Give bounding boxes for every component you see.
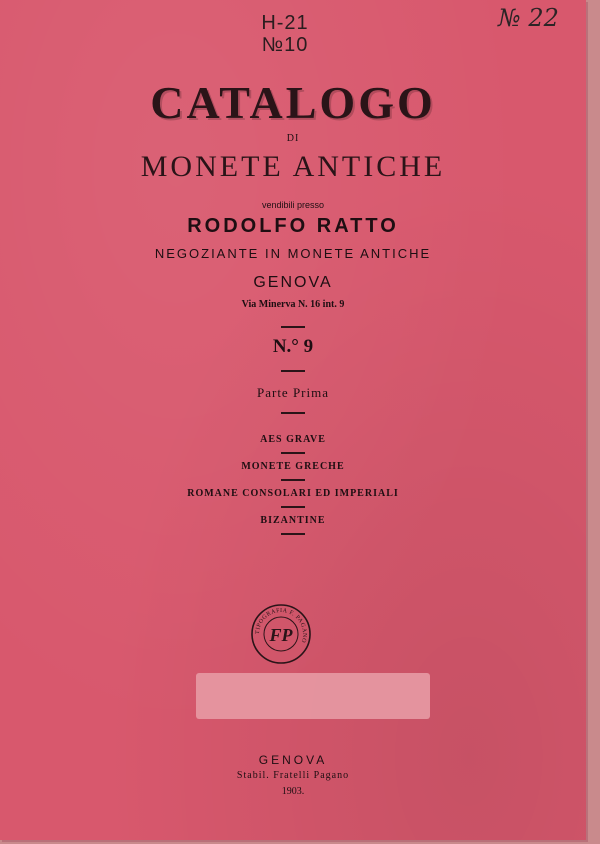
section-monete-greche: MONETE GRECHE	[241, 461, 345, 472]
divider	[281, 452, 305, 454]
dealer-city: GENOVA	[253, 274, 333, 291]
section-bizantine: BIZANTINE	[260, 515, 326, 526]
divider	[281, 370, 305, 372]
dealer-name: RODOLFO RATTO	[187, 215, 399, 237]
dealer-address: Via Minerva N. 16 int. 9	[241, 299, 345, 310]
imprint-city: GENOVA	[258, 753, 328, 767]
intro-text: vendibili presso	[261, 200, 325, 210]
divider	[281, 506, 305, 508]
divider	[281, 533, 305, 535]
cover-subtitle: MONETE ANTICHE	[140, 150, 446, 183]
handwritten-number: № 22	[498, 4, 559, 32]
printer-emblem-icon	[250, 603, 312, 665]
section-aes-grave: AES GRAVE	[260, 434, 326, 445]
divider	[281, 326, 305, 328]
divider	[281, 479, 305, 481]
cover-title: CATALOGO	[150, 77, 436, 128]
catalog-stamp	[257, 12, 313, 58]
divider	[281, 412, 305, 414]
erased-stamp-area	[196, 673, 430, 719]
section-romane: ROMANE CONSOLARI ED IMPERIALI	[187, 488, 399, 499]
imprint-year: 1903.	[281, 786, 305, 797]
dealer-profession: NEGOZIANTE IN MONETE ANTICHE	[154, 246, 432, 261]
part-label: Parte Prima	[256, 385, 329, 400]
stamp-line-1: H-21	[261, 12, 309, 34]
emblem-ring-text: TIPOGRAFIA F. PAGANO	[254, 607, 308, 644]
emblem-monogram: FP	[269, 625, 293, 645]
stamp-line-2: №10	[261, 34, 309, 56]
title-connector: DI	[286, 133, 300, 144]
imprint-printer: Stabil. Fratelli Pagano	[236, 770, 350, 781]
issue-number: N.° 9	[272, 336, 314, 357]
